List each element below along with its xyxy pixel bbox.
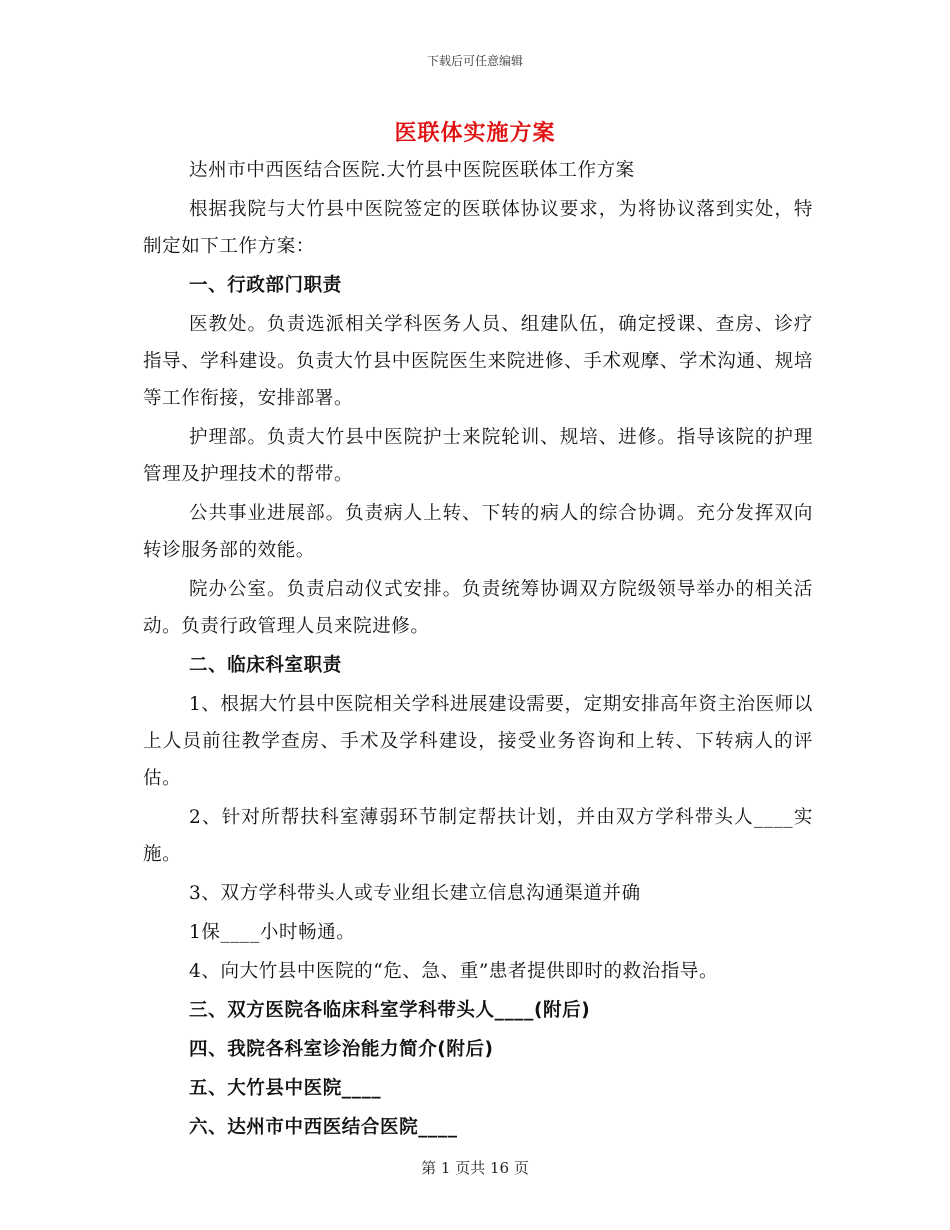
section-heading-3: 三、双方医院各临床科室学科带头人____(附后): [189, 1000, 591, 1021]
paragraph-purpose: 根据我院与大竹县中医院签定的医联体协议要求，为将协议落到实处，特制定如下工作方案：: [143, 199, 813, 257]
section-heading-1: 一、行政部门职责: [189, 275, 342, 296]
paragraph-item-3-cont: 1保____小时畅通。: [189, 922, 356, 943]
section-heading-5: 五、大竹县中医院____: [189, 1078, 382, 1099]
document-body: [143, 152, 813, 1148]
paragraph-education-office: 医教处。负责选派相关学科医务人员、组建队伍，确定授课、查房、诊疗指导、学科建设。负责大竹县中医院医生来院进修、手术观摩、学术沟通、规培等工作衔接，安排部署。: [143, 314, 813, 409]
paragraph-item-2: 2、针对所帮扶科室薄弱环节制定帮扶计划，并由双方学科带头人____实施。: [143, 807, 813, 865]
paragraph-item-4: 4、向大竹县中医院的“危、急、重”患者提供即时的救治指导。: [189, 961, 719, 982]
paragraph-item-1: 1、根据大竹县中医院相关学科进展建设需要，定期安排高年资主治医师以上人员前往教学查房、手术及学科建设，接受业务咨询和上转、下转病人的评估。: [143, 694, 813, 789]
page-header: 下载后可任意编辑: [426, 54, 523, 68]
paragraph-item-3: 3、双方学科带头人或专业组长建立信息沟通渠道并确: [189, 883, 641, 904]
section-heading-2: 二、临床科室职责: [189, 655, 342, 676]
paragraph-public-affairs: 公共事业进展部。负责病人上转、下转的病人的综合协调。充分发挥双向转诊服务部的效能。: [143, 503, 813, 561]
document-title: 医联体实施方案: [394, 120, 556, 146]
paragraph-hospital-office: 院办公室。负责启动仪式安排。负责统筹协调双方院级领导举办的相关活动。负责行政管理人员来院进修。: [143, 579, 813, 637]
section-heading-4: 四、我院各科室诊治能力简介(附后): [189, 1039, 494, 1060]
page-footer: 第 1 页共 16 页: [421, 1159, 529, 1177]
paragraph-intro: 达州市中西医结合医院.大竹县中医院医联体工作方案: [189, 160, 635, 181]
paragraph-nursing: 护理部。负责大竹县中医院护士来院轮训、规培、进修。指导该院的护理管理及护理技术的帮带。: [143, 427, 813, 485]
section-heading-6: 六、达州市中西医结合医院____: [189, 1117, 458, 1138]
